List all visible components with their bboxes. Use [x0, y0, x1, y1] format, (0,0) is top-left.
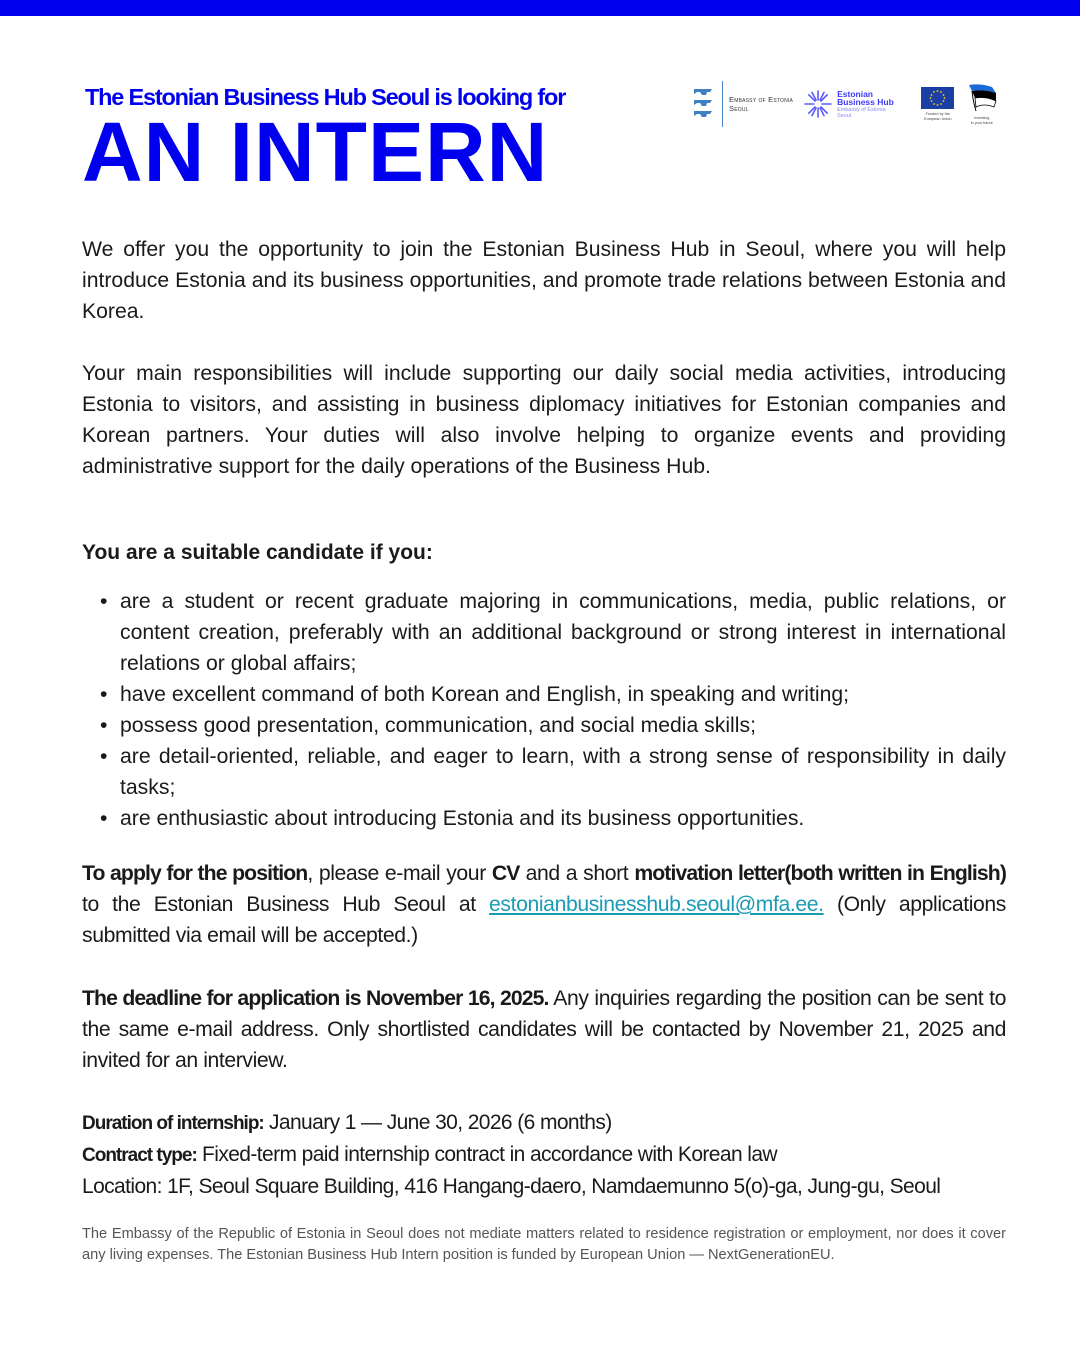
disclaimer: The Embassy of the Republic of Estonia in Seoul does not mediate matters related to residence registration or employment, nor does it cover any living expenses. The Estonian Business Hub Intern position is funded by European Union — NextGenerationEU. [82, 1226, 1006, 1263]
list-item [82, 803, 1006, 834]
eu-flag-icon [921, 87, 954, 109]
estonia-investing-logo [962, 83, 1002, 125]
requirements-heading: You are a suitable candidate if you: [82, 541, 433, 564]
eu-caption-line2: European Union [924, 116, 952, 121]
responsibilities-paragraph: Your main responsibilities will include supporting our daily social media activities, introducing Estonia to visitors, and assisting in business diplomacy initiatives for Estonian companies and Korean partners. Your duties will also involve helping to organize events and providing administrative support for the daily operations of the Business Hub. [82, 362, 1006, 478]
duration-value: January 1 — June 30, 2026 (6 months) [263, 1111, 612, 1134]
bullet-icon: • [100, 807, 108, 830]
list-item-text: are detail-oriented, reliable, and eager to learn, with a strong sense of responsibility in daily tasks; [120, 745, 1006, 799]
duration-row [82, 1107, 1022, 1139]
apply-text-2: and a short [519, 862, 635, 885]
bullet-icon: • [100, 683, 108, 706]
apply-cv: CV [491, 862, 520, 885]
list-item [82, 586, 1006, 679]
hub-sub-line2: Seoul [837, 112, 852, 119]
embassy-line2: Seoul [729, 104, 749, 113]
bullet-icon: • [100, 590, 108, 613]
list-item-text: are a student or recent graduate majoring in communications, media, public relations, or content creation, preferably with an additional background or strong interest in international relations or global affairs; [120, 590, 1006, 675]
estonia-caption-line1: Investing [974, 116, 990, 120]
requirements-list [82, 586, 1006, 834]
hub-name-line2: Business Hub [837, 97, 894, 107]
apply-text-3: to the Estonian Business Hub Seoul at [82, 893, 490, 916]
location-row: Location: 1F, Seoul Square Building, 416 Hangang-daero, Namdaemunno 5(o)-ga, Jung-gu, Seoul [82, 1175, 941, 1198]
duration-label: Duration of internship: [82, 1113, 264, 1134]
embassy-logo [692, 81, 793, 127]
apply-lead: To apply for the position [82, 862, 308, 885]
apply-letter: motivation letter(both written in English) [634, 862, 1006, 885]
list-item [82, 741, 1006, 803]
starburst-icon [803, 89, 833, 119]
deadline-paragraph [82, 983, 1006, 1076]
embassy-line1: Embassy of Estonia [729, 95, 794, 104]
list-item [82, 710, 1006, 741]
apply-text-1: , please e-mail your [307, 862, 492, 885]
estonia-caption [962, 116, 1002, 125]
apply-text-4: (Only applications submitted via email will be accepted.) [82, 893, 1006, 947]
bullet-icon: • [100, 714, 108, 737]
contract-value: Fixed-term paid internship contract in accordance with Korean law [196, 1143, 777, 1166]
eu-funding-logo [918, 87, 958, 121]
email-link[interactable]: estonianbusinesshub.seoul@mfa.ee. [489, 893, 824, 916]
hub-sub-line1: Embassy of Estonia [837, 106, 886, 113]
intro-paragraph: We offer you the opportunity to join the Estonian Business Hub in Seoul, where you will help introduce Estonia and its business opportunities, and promote trade relations between Estonia and Korea. [82, 238, 1006, 323]
top-accent-bar [0, 0, 1080, 16]
header [82, 82, 566, 199]
eu-caption [918, 112, 958, 121]
list-item-text: have excellent command of both Korean and English, in speaking and writing; [120, 683, 850, 706]
page-title: AN INTERN [82, 105, 549, 199]
list-item-text: possess good presentation, communication, and social media skills; [120, 714, 756, 737]
partner-logos [692, 80, 1002, 128]
deadline-bold: The deadline for application is November 16, 2025. [82, 987, 549, 1010]
list-item [82, 679, 1006, 710]
list-item-text: are enthusiastic about introducing Estonia and its business opportunities. [120, 807, 805, 830]
contract-row [82, 1139, 1022, 1171]
header-subtitle: The Estonian Business Hub Seoul is looking for [85, 84, 566, 110]
eu-caption-line1: Funded by the [925, 112, 950, 116]
estonia-caption-line2: in your future [970, 120, 993, 125]
estonian-flag-wave-icon [966, 83, 998, 113]
logo-divider [722, 81, 723, 127]
contract-label: Contract type: [82, 1145, 197, 1166]
three-lions-coat-of-arms-icon [692, 86, 716, 122]
embassy-text [729, 95, 793, 113]
bullet-icon: • [100, 745, 108, 768]
deadline-rest: Any inquiries regarding the position can be sent to the same e-mail address. Only shortlisted candidates will be contacted by November 21, 2025 and invited for an interview. [82, 987, 1006, 1072]
internship-details [82, 1107, 1022, 1202]
hub-name-line1: Estonian [837, 88, 873, 99]
business-hub-logo [803, 89, 894, 119]
apply-paragraph [82, 858, 1006, 951]
hub-text [837, 90, 894, 119]
